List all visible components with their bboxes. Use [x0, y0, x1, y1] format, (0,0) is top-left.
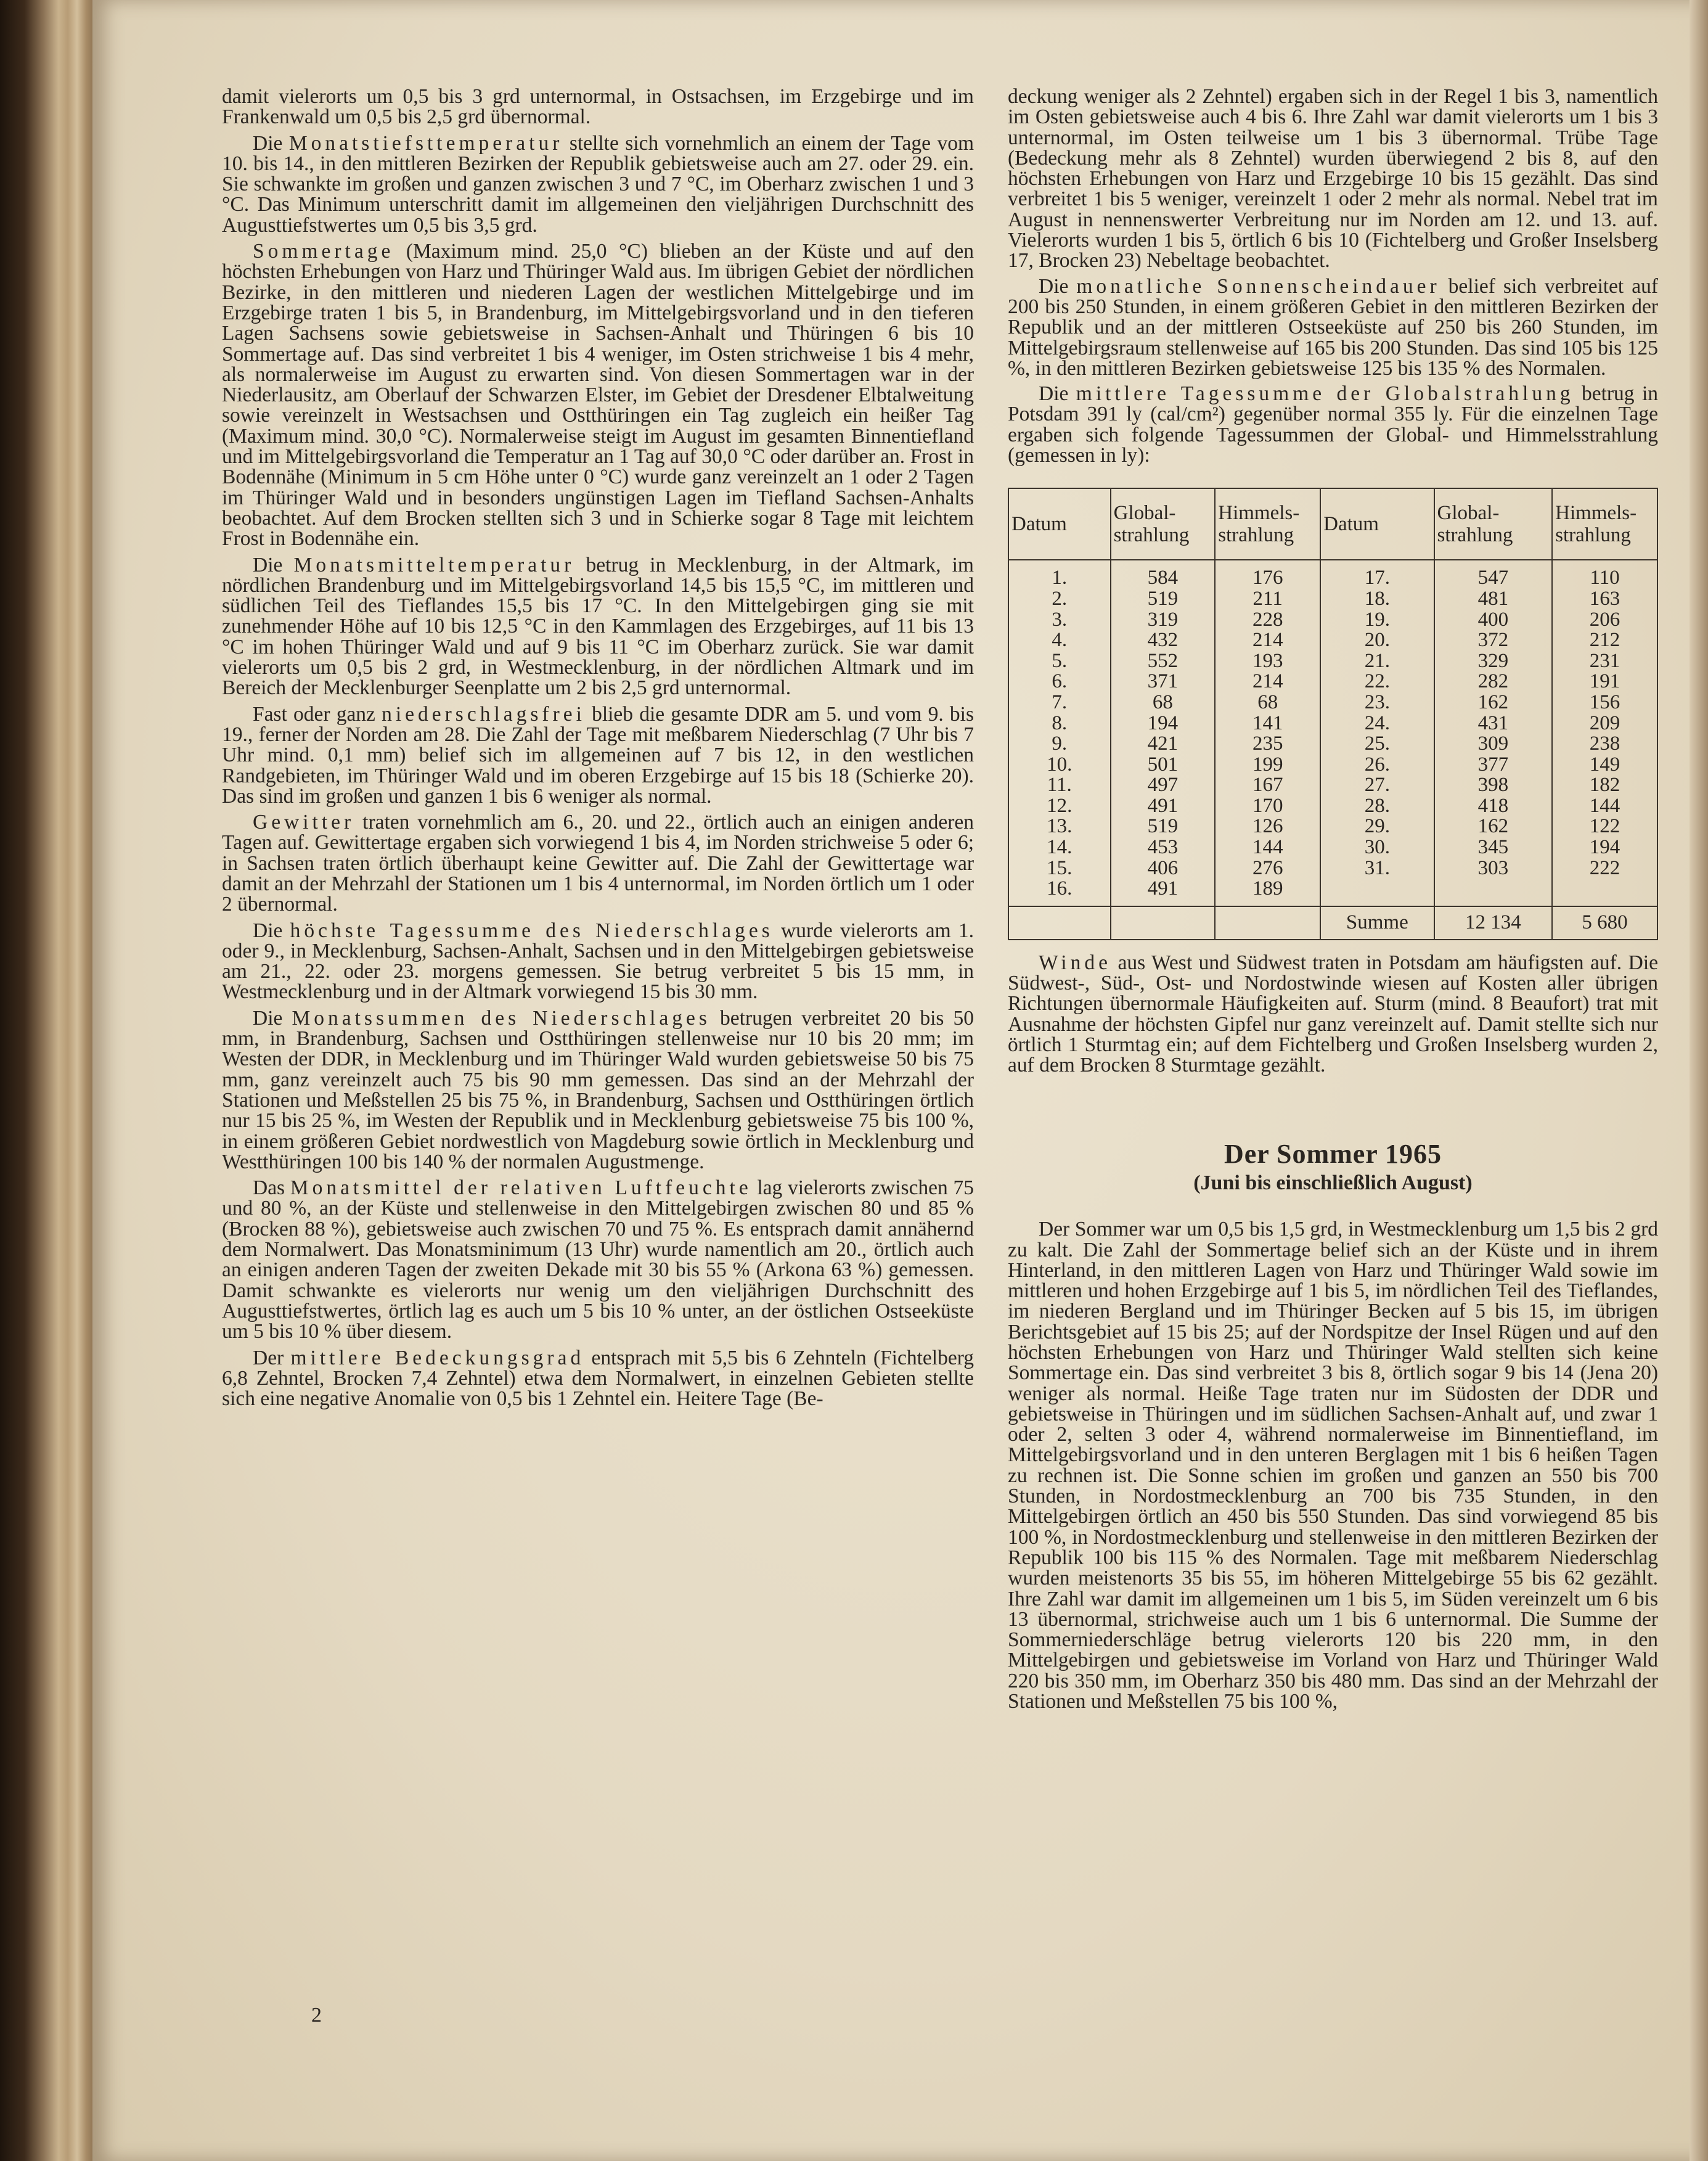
table-header-cell: Himmels-strahlung: [1215, 488, 1320, 560]
paragraph: [1008, 86, 1658, 271]
paragraph-text: lag vielerorts zwischen 75 und 80 %, an der Küste und stellenweise in den Mittelgebirgen zwischen 80 und 85 % (Brocken 88 %), gebietsweise auch zwischen 70 und 75 %. Es entsprach damit annähernd dem Normalwert. Das Monatsminimum (13 Uhr) wurde namentlich am 20., örtlich auch an einigen anderen Tagen der zweiten Dekade mit 30 bis 55 % (Arkona 63 %) gemessen. Damit schwankte es vielerorts nur wenig um den vieljährigen Durchschnitt des Augusttiefstwertes, örtlich lag es auch um 5 bis 10 % unter, an der östlichen Ostseeküste um 5 bis 10 % über diesem.: [222, 1176, 974, 1343]
table-cell: [1320, 879, 1434, 906]
table-cell: 22.: [1320, 671, 1434, 692]
table-cell: 228: [1215, 610, 1320, 631]
table-header-cell: Himmels-strahlung: [1552, 488, 1657, 560]
table-cell: 481: [1434, 589, 1553, 610]
table-sum-cell: 12 134: [1434, 906, 1553, 940]
table-cell: 156: [1552, 692, 1657, 713]
table-row: [1008, 692, 1657, 713]
table-cell: 110: [1552, 560, 1657, 589]
table-cell: 10.: [1008, 755, 1111, 776]
table-header-cell: Global-strahlung: [1434, 488, 1553, 560]
table-cell: 4.: [1008, 630, 1111, 651]
paragraph: [222, 704, 974, 806]
table-cell: 7.: [1008, 692, 1111, 713]
table-cell: 497: [1111, 775, 1216, 796]
table-cell: 15.: [1008, 858, 1111, 879]
table-cell: [1434, 879, 1553, 906]
right-column-wind-text: [1008, 953, 1658, 1076]
table-row: [1008, 816, 1657, 837]
table-cell: 309: [1434, 734, 1553, 755]
paragraph: [222, 1348, 974, 1409]
table-cell: 68: [1111, 692, 1216, 713]
table-cell: 167: [1215, 775, 1320, 796]
left-text-column: [222, 86, 974, 1414]
table-cell: 211: [1215, 589, 1320, 610]
table-row: [1008, 755, 1657, 776]
table-cell: 209: [1552, 713, 1657, 734]
paragraph-text: entsprach mit 5,5 bis 6 Zehnteln (Fichtelberg 6,8 Zehntel, Brocken 7,4 Zehntel) etwa dem Normalwert, in einzelnen Gebieten stellte sich eine negative Anomalie von 0,5 bis 1 Zehntel ein. Heitere Tage (Be-: [222, 1346, 974, 1411]
paragraph-text: (Maximum mind. 25,0 °C) blieben an der Küste und auf den höchsten Erhebungen von Harz und Thüringer Wald aus. Im übrigen Gebiet der nördlichen Bezirke, in den mittleren und niederen Lagen der westlichen Mittelgebirge und im Erzgebirge traten 1 bis 5, in Brandenburg, im Mittelgebirgsvorland und in den tieferen Lagen Sachsens sowie gebietsweise in Sachsen-Anhalt und Thüringen 6 bis 10 Sommertage auf. Das sind verbreitet 1 bis 4 weniger, im Osten strichweise 1 bis 4 mehr, als normalerweise im August zu erwarten sind. Von diesen Sommertagen war in der Niederlausitz, am Oberlauf der Schwarzen Elster, im Gebiet der Dresdener Elbtalweitung sowie vereinzelt in Westsachsen und Ostthüringen ein Tag zugleich ein heißer Tag (Maximum mind. 30,0 °C). Normalerweise steigt im August im gesamten Binnentiefland und im Mittelgebirgsvorland die Temperatur an 1 Tag auf 30,0 °C oder darüber an. Frost in Bodennähe (Minimum in 5 cm Höhe unter 0 °C) wurde ganz vereinzelt an 1 oder 2 Tagen im Thüringer Wald und in besonders ungünstigen Lagen im Tiefland Sachsen-Anhalts beobachtet. Auf dem Brocken stellten sich 3 und in Schierke sogar 8 Tage mit leichtem Frost in Bodennähe ein.: [222, 240, 974, 551]
table-cell: 149: [1552, 755, 1657, 776]
table-cell: 170: [1215, 796, 1320, 817]
table-cell: 144: [1215, 837, 1320, 858]
paragraph: [222, 1178, 974, 1342]
paragraph-text: belief sich verbreitet auf 200 bis 250 Stunden, in einem größeren Gebiet in den mittleren Bezirken der Republik und an der mittleren Ostseeküste auf 250 bis 260 Stunden, im Mittelgebirgsraum stellenweise auf 165 bis 200 Stunden. Das sind 105 bis 125 %, in den mittleren Bezirken gebietsweise 125 bis 135 % des Normalen.: [1008, 274, 1659, 380]
table-cell: 303: [1434, 858, 1553, 879]
table-cell: 19.: [1320, 610, 1434, 631]
table-cell: 17.: [1320, 560, 1434, 589]
spaced-keyword: Winde: [1039, 951, 1111, 974]
paragraph-text: deckung weniger als 2 Zehntel) ergaben sich in der Regel 1 bis 3, namentlich im Osten gebietsweise auch 4 bis 6. Ihre Zahl war damit vielerorts um 1 bis 3 unternormal, im Osten teilweise um 1 bis 3 übernormal. Trübe Tage (Bedeckung mehr als 8 Zehntel) wurden überwiegend 2 bis 8, auf den höchsten Erhebungen von Harz und Erzgebirge 10 bis 15 gezählt. Das sind verbreitet 1 bis 5 weniger, vereinzelt 1 oder 2 mehr als normal. Nebel trat im August in nennenswerter Verbreitung nur im Norden am 12. und 13. auf. Vielerorts wurden 1 bis 5, örtlich 6 bis 10 (Fichtelberg und Großer Inselsberg 17, Brocken 23) Nebeltage beobachtet.: [1008, 85, 1658, 273]
table-cell: 238: [1552, 734, 1657, 755]
section-title: Der Sommer 1965: [1224, 1138, 1442, 1169]
table-empty-cell: [1008, 906, 1111, 940]
paragraph-text: Die: [253, 131, 289, 155]
table-sum-cell: 5 680: [1552, 906, 1657, 940]
table-row: [1008, 651, 1657, 672]
spaced-keyword: Gewitter: [253, 811, 355, 834]
paragraph-text: Die: [253, 919, 290, 942]
table-row: [1008, 630, 1657, 651]
table-cell: 212: [1552, 630, 1657, 651]
paragraph-text: Die: [253, 1006, 292, 1030]
table-cell: 491: [1111, 879, 1216, 906]
table-cell: 282: [1434, 671, 1553, 692]
table-cell: 194: [1552, 837, 1657, 858]
table-cell: 28.: [1320, 796, 1434, 817]
table-header-row: [1008, 488, 1657, 560]
paragraph-text: stellte sich vornehmlich an einem der Tage vom 10. bis 14., in den mittleren Bezirken der Republik gebietsweise auch am 27. oder 29. ein. Sie schwankte im großen und ganzen zwischen 3 und 7 °C, im Oberharz zwischen 1 und 3 °C. Das Minimum unterschritt damit im allgemeinen den vieljährigen Durchschnitt des Augusttiefstwertes um 0,5 bis 3,5 grd.: [222, 131, 974, 237]
paragraph-text: Die: [1039, 274, 1077, 298]
table-row: [1008, 671, 1657, 692]
table-cell: 162: [1434, 816, 1553, 837]
table-header-cell: Datum: [1320, 488, 1434, 560]
table-cell: 372: [1434, 630, 1553, 651]
table-row: [1008, 734, 1657, 755]
paragraph: [1008, 1219, 1658, 1712]
spaced-keyword: monatliche Sonnenscheindauer: [1076, 274, 1440, 298]
table-row: [1008, 589, 1657, 610]
paragraph: [222, 555, 974, 699]
paragraph-text: traten vornehmlich am 6., 20. und 22., örtlich auch an einigen anderen Tagen auf. Gewittertage ergaben sich vorwiegend 1 bis 4, im Norden strichweise 5 oder 6; in Sachsen traten örtlich überhaupt keine Gewitter auf. Die Zahl der Gewittertage war damit an der Mehrzahl der Stationen um 1 bis 4 unternormal, im Norden örtlich um 1 oder 2 übernormal.: [222, 811, 974, 916]
table-cell: 144: [1552, 796, 1657, 817]
table-cell: 345: [1434, 837, 1553, 858]
table-cell: 162: [1434, 692, 1553, 713]
table-cell: 491: [1111, 796, 1216, 817]
table-row: [1008, 775, 1657, 796]
table-cell: 16.: [1008, 879, 1111, 906]
table-cell: 21.: [1320, 651, 1434, 672]
table-cell: 25.: [1320, 734, 1434, 755]
right-column-summer-text: [1008, 1219, 1658, 1712]
paragraph: [222, 921, 974, 1003]
table-row: [1008, 610, 1657, 631]
table-empty-cell: [1111, 906, 1216, 940]
right-column-top-text: [1008, 86, 1658, 465]
table-cell: 519: [1111, 816, 1216, 837]
table-header-cell: Datum: [1008, 488, 1111, 560]
right-text-column: [1008, 86, 1658, 1716]
table-cell: 418: [1434, 796, 1553, 817]
paragraph: [222, 86, 974, 128]
book-page-edges: [0, 0, 99, 2161]
spaced-keyword: Monatstiefsttemperatur: [288, 131, 563, 155]
paragraph: [1008, 953, 1658, 1076]
table-cell: 14.: [1008, 837, 1111, 858]
table-cell: 199: [1215, 755, 1320, 776]
table-cell: 222: [1552, 858, 1657, 879]
table-cell: 18.: [1320, 589, 1434, 610]
spaced-keyword: niederschlagsfrei: [382, 702, 586, 726]
paragraph-text: Das: [253, 1176, 290, 1200]
table-cell: 141: [1215, 713, 1320, 734]
spaced-keyword: mittlere Bedeckungsgrad: [290, 1346, 585, 1369]
paragraph: [1008, 383, 1658, 465]
table-cell: 12.: [1008, 796, 1111, 817]
table-cell: 552: [1111, 651, 1216, 672]
table-cell: 163: [1552, 589, 1657, 610]
table-cell: 406: [1111, 858, 1216, 879]
table-cell: 453: [1111, 837, 1216, 858]
table-cell: 191: [1552, 671, 1657, 692]
table-empty-cell: [1215, 906, 1320, 940]
paragraph-text: blieb die gesamte DDR am 5. und vom 9. bis 19., ferner der Norden am 28. Die Zahl der Tage mit meßbarem Niederschlag (7 Uhr bis 7 Uhr mind. 0,1 mm) belief sich im allgemeinen auf 7 bis 12, in den westlichen Randgebieten, im Thüringer Wald und im oberen Erzgebirge auf 15 bis 18 (Schierke 20). Das sind im großen und ganzen 1 bis 6 weniger als normal.: [222, 702, 974, 808]
table-cell: 20.: [1320, 630, 1434, 651]
table-cell: 31.: [1320, 858, 1434, 879]
table-cell: 30.: [1320, 837, 1434, 858]
paragraph-text: wurde vielerorts am 1. oder 9., in Mecklenburg, Sachsen-Anhalt, Sachsen und in den Mittelgebirgen gebietsweise am 21., 22. oder 23. morgens gemessen. Sie betrug verbreitet 5 bis 15 mm, in Westmecklenburg und in der Altmark vorwiegend 15 bis 30 mm.: [222, 919, 974, 1004]
spaced-keyword: höchste Tagessumme des Niederschlages: [290, 919, 774, 942]
table-cell: 126: [1215, 816, 1320, 837]
paragraph: [222, 1008, 974, 1172]
radiation-table: [1008, 488, 1658, 940]
table-cell: 11.: [1008, 775, 1111, 796]
spaced-keyword: Monatsmitteltemperatur: [293, 553, 575, 576]
table-cell: 421: [1111, 734, 1216, 755]
spaced-keyword: mittlere Tagessumme der Globalstrahlung: [1076, 382, 1574, 406]
spaced-keyword: Monatsmittel der relativen Luftfeuchte: [290, 1176, 752, 1200]
table-row: [1008, 713, 1657, 734]
paragraph-text: betrug in Potsdam 391 ly (cal/cm²) gegenüber normal 355 ly. Für die einzelnen Tage ergaben sich folgende Tagessummen der Global- und Himmelsstrahlung (gemessen in ly):: [1008, 382, 1659, 467]
table-cell: 431: [1434, 713, 1553, 734]
table-cell: 9.: [1008, 734, 1111, 755]
table-cell: 547: [1434, 560, 1553, 589]
paragraph-text: betrug in Mecklenburg, in der Altmark, im nördlichen Brandenburg und im Mittelgebirgsvorland 14,5 bis 15,5 °C, im mittleren und südlichen Teil des Tieflandes 15,5 bis 17 °C. In den Mittelgebirgen ging sie mit zunehmender Höhe auf 10 bis 12,5 °C in den Kammlagen des Erzgebirges, auf 11 bis 13 °C im hohen Thüringer Wald und auf 9 bis 11 °C im Oberharz zurück. Sie war damit vielerorts um 0,5 bis 2 grd, in Westmecklenburg, in der nördlichen Altmark und im Bereich der Mecklenburger Seenplatte um 2 bis 2,5 grd unternormal.: [222, 553, 974, 700]
page-right-edge: [1690, 0, 1708, 2161]
paragraph-text: Der Sommer war um 0,5 bis 1,5 grd, in Westmecklenburg um 1,5 bis 2 grd zu kalt. Die Zahl der Sommertage belief sich an der Küste und in ihrem Hinterland, in den mittleren Lagen von Harz und Thüringer Wald sowie im mittleren und hohen Erzgebirge auf 1 bis 5, im nördlichen Teil des Tieflandes, im niederen Bergland und im Thüringer Becken auf 5 bis 15, im übrigen Berichtsgebiet auf 15 bis 25; auf der Nordspitze der Insel Rügen und auf den höchsten Erhebungen von Harz und Thüringer Wald stellten sich keine Sommertage ein. Das sind verbreitet 3 bis 8, örtlich sogar 9 bis 14 (Jena 20) weniger als normal. Heiße Tage traten nur im Südosten der DDR und gebietsweise in Thüringen und im südlichen Sachsen-Anhalt auf, und zwar 1 oder 2, selten 3 oder 4, während normalerweise im Binnentiefland, im Mittelgebirgsvorland und in den unteren Berglagen mit 1 bis 6 heißen Tagen zu rechnen ist. Die Sonne schien im großen und ganzen an 550 bis 700 Stunden, in Nordostmecklenburg an 700 bis 735 Stunden, in den Mittelgebirgen örtlich an 450 bis 550 Stunden. Das sind vorwiegend 85 bis 100 %, in Nordostmecklenburg und stellenweise in den mittleren Bezirken der Republik 100 bis 115 % des Normalen. Tage mit meßbarem Niederschlag wurden meistenorts 35 bis 55, im höheren Mittelgebirge 55 bis 62 gezählt. Ihre Zahl war damit im allgemeinen um 1 bis 5, im Süden vereinzelt um 6 bis 13 übernormal, strichweise auch um 1 bis 6 unternormal. Die Summe der Sommerniederschläge betrug vielerorts 120 bis 220 mm, in den Mittelgebirgen und gebietsweise im Vorland von Harz und Thüringer Wald 220 bis 350 mm, im Oberharz 350 bis 480 mm. Das sind an der Mehrzahl der Stationen und Meßstellen 75 bis 100 %,: [1008, 1218, 1658, 1713]
paragraph-text: aus West und Südwest traten in Potsdam am häufigsten auf. Die Südwest-, Süd-, Ost- und Nordostwinde wiesen auf Kosten aller übrigen Richtungen übernormale Häufigkeiten auf. Sturm (mind. 8 Beaufort) trat mit Ausnahme der höchsten Gipfel nur ganz vereinzelt auf. Damit stellte sich nur örtlich 1 Sturmtag ein; auf dem Fichtelberg und Großen Inselsberg wurden 2, auf dem Brocken 8 Sturmtage gezählt.: [1008, 951, 1658, 1077]
paragraph: [222, 812, 974, 914]
paragraph-text: Fast oder ganz: [253, 702, 382, 726]
table-cell: 319: [1111, 610, 1216, 631]
table-cell: 329: [1434, 651, 1553, 672]
table-cell: 24.: [1320, 713, 1434, 734]
table-cell: 193: [1215, 651, 1320, 672]
table-cell: 276: [1215, 858, 1320, 879]
table-cell: 182: [1552, 775, 1657, 796]
paragraph-text: damit vielerorts um 0,5 bis 3 grd unternormal, in Ostsachsen, im Erzgebirge und im Frankenwald um 0,5 bis 2,5 grd übernormal.: [222, 85, 974, 129]
table-row: [1008, 796, 1657, 817]
table-cell: 432: [1111, 630, 1216, 651]
table-cell: 371: [1111, 671, 1216, 692]
table-row: [1008, 858, 1657, 879]
table-row: [1008, 560, 1657, 589]
table-cell: 400: [1434, 610, 1553, 631]
table-header-cell: Global-strahlung: [1111, 488, 1216, 560]
table-sum-row: [1008, 906, 1657, 940]
paragraph: [222, 133, 974, 236]
table-sum-cell: Summe: [1320, 906, 1434, 940]
section-subtitle: (Juni bis einschließlich August): [1193, 1171, 1473, 1194]
table-cell: 29.: [1320, 816, 1434, 837]
table-row: [1008, 879, 1657, 906]
spaced-keyword: Sommertage: [253, 240, 394, 263]
table-cell: 214: [1215, 630, 1320, 651]
table-cell: 3.: [1008, 610, 1111, 631]
table-cell: 2.: [1008, 589, 1111, 610]
table-row: [1008, 837, 1657, 858]
spaced-keyword: Monatssummen des Niederschlages: [292, 1006, 711, 1030]
paragraph: [222, 241, 974, 549]
table-cell: 584: [1111, 560, 1216, 589]
table-cell: 27.: [1320, 775, 1434, 796]
table-cell: 5.: [1008, 651, 1111, 672]
table-cell: 68: [1215, 692, 1320, 713]
paragraph-text: betrugen verbreitet 20 bis 50 mm, in Brandenburg, Sachsen und Ostthüringen stellenweise nur 10 bis 20 mm; im Westen der DDR, in Mecklenburg und im Thüringer Wald wurden gebietsweise 50 bis 75 mm, ganz vereinzelt auch 75 bis 90 mm gemessen. Das sind an der Mehrzahl der Stationen und Meßstellen 25 bis 75 %, in Brandenburg, Sachsen und Ostthüringen örtlich nur 15 bis 25 %, im Westen der Republik und in Mecklenburg gebietsweise 75 bis 100 %, in einem größeren Gebiet nordwestlich von Magdeburg sowie örtlich in Mecklenburg und Westthüringen 100 bis 140 % der normalen Augustmenge.: [222, 1006, 974, 1173]
table-cell: 206: [1552, 610, 1657, 631]
table-cell: 235: [1215, 734, 1320, 755]
table-cell: 189: [1215, 879, 1320, 906]
page-number: 2: [311, 2004, 322, 2027]
table-cell: 377: [1434, 755, 1553, 776]
table-cell: 176: [1215, 560, 1320, 589]
table-cell: 194: [1111, 713, 1216, 734]
paragraph-text: Die: [1039, 382, 1076, 406]
table-cell: 501: [1111, 755, 1216, 776]
table-cell: 231: [1552, 651, 1657, 672]
table-cell: 519: [1111, 589, 1216, 610]
table-cell: 13.: [1008, 816, 1111, 837]
table-cell: 8.: [1008, 713, 1111, 734]
table-cell: 23.: [1320, 692, 1434, 713]
table-cell: [1552, 879, 1657, 906]
paragraph-text: Die: [253, 553, 294, 576]
table-cell: 26.: [1320, 755, 1434, 776]
table-cell: 398: [1434, 775, 1553, 796]
paragraph-text: Der: [253, 1346, 291, 1369]
table-cell: 1.: [1008, 560, 1111, 589]
paragraph: [1008, 276, 1658, 379]
table-cell: 214: [1215, 671, 1320, 692]
table-cell: 122: [1552, 816, 1657, 837]
table-cell: 6.: [1008, 671, 1111, 692]
